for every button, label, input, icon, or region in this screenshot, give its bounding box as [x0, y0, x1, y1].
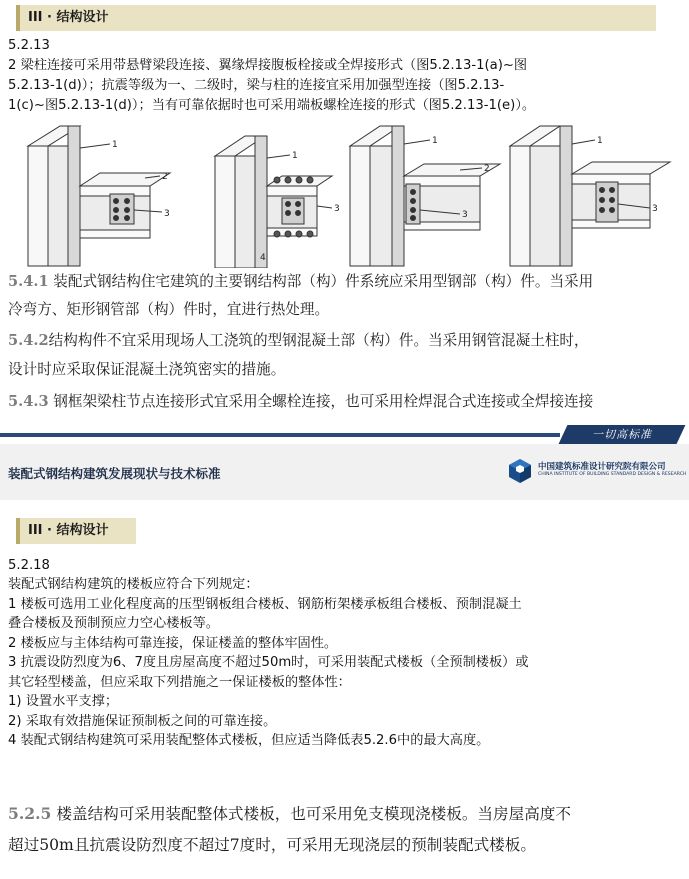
clause-number: 5.2.13: [8, 38, 50, 53]
clause-line: 2 楼板应与主体结构可靠连接，保证楼盖的整体牢固性。: [8, 636, 338, 651]
clause-line: 1) 设置水平支撑；: [8, 694, 119, 709]
clause-line: 1 楼板可选用工业化程度高的压型钢板组合楼板、钢筋桁架楼承板组合楼板、预制混凝土: [8, 597, 522, 612]
section-number: 5.4.3: [8, 393, 49, 410]
label-1: 1: [112, 140, 118, 150]
section-text: 超过50m且抗震设防烈度不超过7度时，可采用无现浇层的预制装配式楼板。: [8, 836, 536, 854]
company-name-cn: 中国建筑标准设计研究院有限公司: [538, 462, 666, 472]
clause-line: 5.2.13-1(d)）；抗震等级为一、二级时，梁与柱的连接宜采用加强型连接（图5.2.13-: [8, 78, 505, 93]
label-3: 3: [164, 209, 170, 219]
section-5-2-5: [8, 803, 571, 825]
banner-title: 装配式钢结构建筑发展现状与技术标准: [8, 466, 221, 481]
connection-diagram-b: [215, 136, 332, 268]
section-number: 5.4.2: [8, 332, 49, 349]
label-1: 1: [597, 136, 603, 146]
section-tab: III · 结构设计: [16, 518, 136, 544]
beam-column-connection-diagrams: [20, 118, 680, 268]
section-text: 楼盖结构可采用装配整体式楼板，也可采用免支模现浇楼板。当房屋高度不: [51, 805, 571, 823]
clause-number: 5.2.18: [8, 558, 50, 573]
label-2: 2: [484, 164, 490, 174]
slide-footer-strip: [0, 425, 689, 444]
section-text: 装配式钢结构住宅建筑的主要钢结构部（构）件系统应采用型钢部（构）件。当采用: [48, 273, 594, 290]
label-2: 2: [162, 172, 168, 182]
slogan-tag: [559, 425, 686, 444]
connection-diagram-a: [28, 126, 170, 266]
title-banner: [0, 444, 689, 500]
section-text: 钢框架梁柱节点连接形式宜采用全螺栓连接，也可采用栓焊混合式连接或全焊接连接: [48, 393, 594, 410]
clause-line: 1(c)~图5.2.13-1(d)）；当有可靠依据时也可采用端板螺栓连接的形式（图5.2.13-1(e)）。: [8, 98, 536, 113]
label-4: 4: [260, 253, 266, 263]
section-5-4-1: [8, 272, 593, 292]
section-text: 设计时应采取保证混凝土浇筑密实的措施。: [8, 361, 286, 378]
cbs-logo-icon: [507, 458, 533, 484]
connection-diagram-d: [510, 126, 670, 266]
label-3: 3: [462, 210, 468, 220]
clause-line: 4 装配式钢结构建筑可采用装配整体式楼板，但应适当降低表5.2.6中的最大高度。: [8, 733, 490, 748]
slide-structural-design-2: [0, 500, 689, 879]
section-5-4-2: [8, 331, 589, 351]
section-5-4-3: [8, 392, 593, 412]
clause-line: 装配式钢结构建筑的楼板应符合下列规定：: [8, 577, 259, 592]
label-3: 3: [652, 204, 658, 214]
section-text: 结构构件不宜采用现场人工浇筑的型钢混凝土部（构）件。当采用钢管混凝土柱时，: [48, 332, 589, 349]
section-number: 5.4.1: [8, 273, 49, 290]
clause-line: 2) 采取有效措施保证预制板之间的可靠连接。: [8, 714, 277, 729]
section-number: 5.2.5: [8, 804, 52, 823]
clause-line: 3 抗震设防烈度为6、7度且房屋高度不超过50m时，可采用装配式楼板（全预制楼板）或: [8, 655, 529, 670]
label-1: 1: [432, 136, 438, 146]
clause-line: 叠合楼板及预制预应力空心楼板等。: [8, 616, 219, 631]
slogan-text: 一切高标准: [592, 428, 652, 441]
label-1: 1: [292, 151, 298, 161]
clause-line: 其它轻型楼盖，但应采取下列措施之一保证楼板的整体性：: [8, 675, 351, 690]
connection-diagram-c: [350, 126, 500, 266]
clause-line: 2 梁柱连接可采用带悬臂梁段连接、翼缘焊接腹板栓接或全焊接形式（图5.2.13-1(a)~图: [8, 58, 528, 73]
section-tab: III · 结构设计: [16, 5, 656, 31]
label-3: 3: [334, 204, 340, 214]
section-text: 冷弯方、矩形钢管部（构）件时，宜进行热处理。: [8, 301, 330, 318]
company-name-en: CHINA INSTITUTE OF BUILDING STANDARD DESIGN & RESEARCH: [538, 472, 687, 477]
footer-rule: [0, 433, 560, 437]
